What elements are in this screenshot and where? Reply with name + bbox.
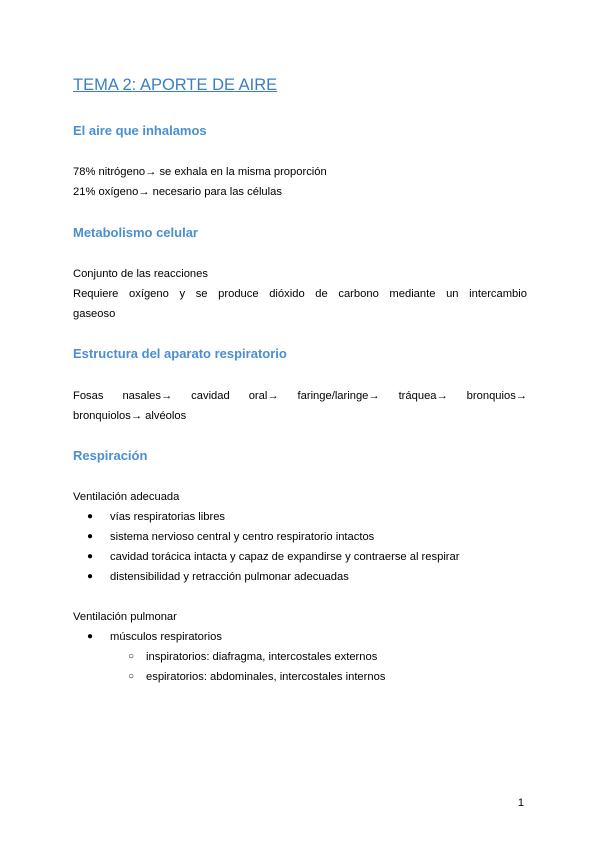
list-item-text: músculos respiratorios (110, 631, 222, 643)
text-line: Conjunto de las reacciones (73, 268, 208, 280)
section-heading-estructura: Estructura del aparato respiratorio (73, 346, 287, 361)
text-line: 21% oxígeno→ necesario para las células (73, 186, 282, 198)
text-line: gaseoso (73, 308, 116, 320)
list-item-text: vías respiratorias libres (110, 511, 226, 523)
subsection-label: Ventilación pulmonar (73, 611, 177, 623)
bullet-icon: ● (87, 511, 94, 522)
section-heading-metabolismo: Metabolismo celular (73, 225, 198, 240)
list-item-text: sistema nervioso central y centro respiratorio intactos (110, 531, 375, 543)
list-item-text: cavidad torácica intacta y capaz de expandirse y contraerse al respirar (110, 551, 460, 563)
bullet-icon: ● (87, 551, 94, 562)
text-line-justified (73, 284, 527, 304)
justified-line: Requiere oxígeno y se produce dióxido de carbono mediante un intercambio (73, 288, 527, 300)
section-heading-aire: El aire que inhalamos (73, 123, 207, 138)
list-item-text: distensibilidad y retracción pulmonar adecuadas (110, 571, 349, 583)
document-title: TEMA 2: APORTE DE AIRE (73, 76, 278, 94)
sub-list-item-text: espiratorios: abdominales, intercostales internos (146, 671, 386, 683)
sub-list-item-text: inspiratorios: diafragma, intercostales externos (146, 651, 378, 663)
text-line: 78% nitrógeno→ se exhala en la misma proporción (73, 166, 327, 178)
text-line: bronquiolos→ alvéolos (73, 410, 187, 422)
subsection-label: Ventilación adecuada (73, 491, 180, 503)
text-line-justified (73, 386, 527, 406)
sub-bullet-icon: ○ (128, 651, 135, 662)
justified-line: Fosas nasales→ cavidad oral→ faringe/laringe→ tráquea→ bronquios→ (73, 390, 527, 402)
bullet-icon: ● (87, 531, 94, 542)
sub-bullet-icon: ○ (128, 671, 135, 682)
bullet-icon: ● (87, 571, 94, 582)
section-heading-respiracion: Respiración (73, 448, 148, 463)
bullet-icon: ● (87, 631, 94, 642)
page-number: 1 (517, 797, 524, 809)
